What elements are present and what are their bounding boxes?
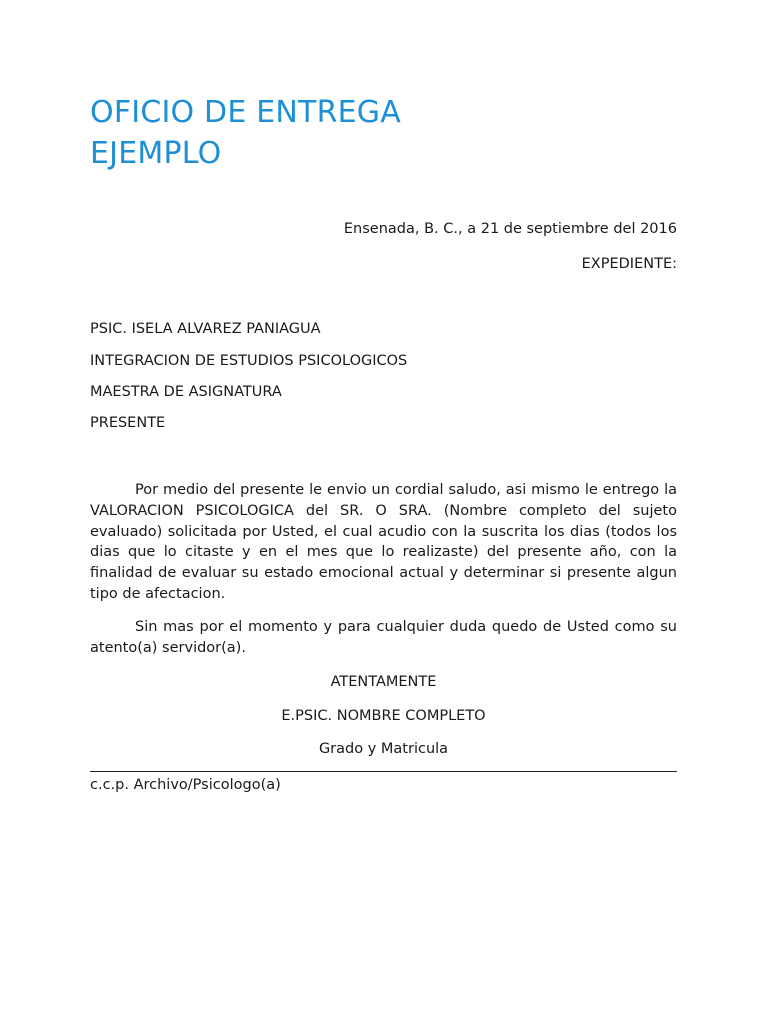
place-date: Ensenada, B. C., a 21 de septiembre del 2016 — [343, 221, 677, 237]
document-title — [90, 92, 690, 174]
title-line-2: EJEMPLO — [90, 136, 222, 171]
body-paragraph-1: Por medio del presente le envio un cordial saludo, asi mismo le entrego la VALORACION PSICOLOGICA del SR. O SRA. (Nombre completo del sujeto evaluado) solicitada por Usted, el cual acudio con la suscrita los dias (todos los dias que lo citaste y en el mes que lo realizaste) del presente año, con la finalidad de evaluar su estado emocional actual y determinar si presente algun tipo de afectacion. — [90, 482, 677, 602]
signer-name: E.PSIC. NOMBRE COMPLETO — [281, 708, 486, 724]
recipient-presente: PRESENTE — [90, 415, 166, 431]
title-line-1: OFICIO DE ENTREGA — [90, 95, 401, 130]
closing-atentamente: ATENTAMENTE — [330, 674, 437, 690]
signer-degree: Grado y Matricula — [318, 741, 449, 757]
recipient-position: MAESTRA DE ASIGNATURA — [90, 384, 282, 400]
expediente-label: EXPEDIENTE: — [581, 256, 677, 272]
recipient-name: PSIC. ISELA ALVAREZ PANIAGUA — [90, 321, 321, 337]
recipient-department: INTEGRACION DE ESTUDIOS PSICOLOGICOS — [90, 353, 408, 369]
body-paragraph-2: Sin mas por el momento y para cualquier duda quedo de Usted como su atento(a) servidor(a). — [90, 619, 677, 656]
signature-rule — [90, 771, 677, 772]
ccp-line: c.c.p. Archivo/Psicologo(a) — [90, 777, 281, 793]
